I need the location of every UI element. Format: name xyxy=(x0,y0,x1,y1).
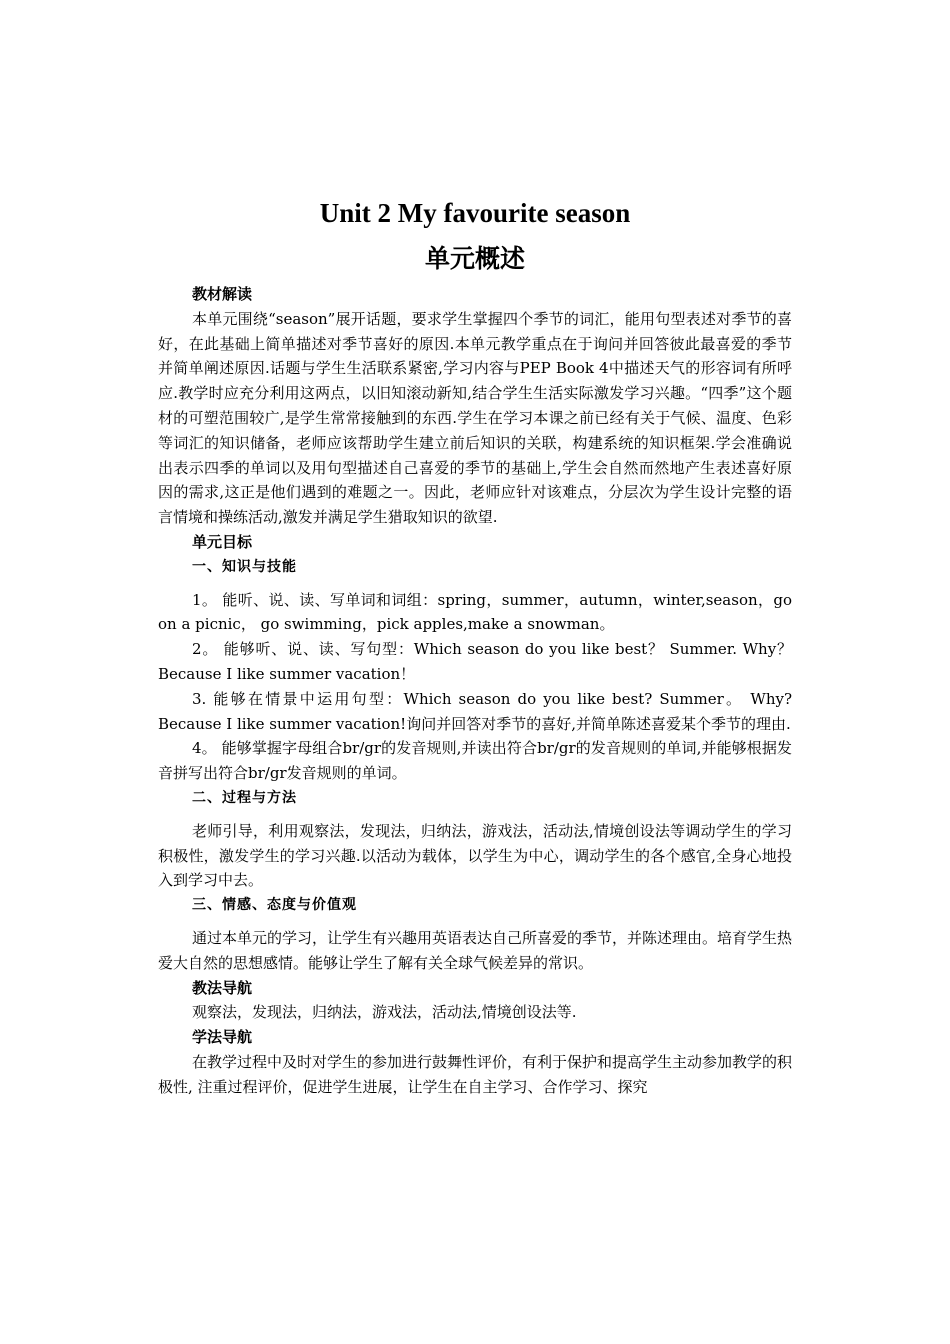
knowledge-skills-heading: 一、知识与技能 xyxy=(192,558,297,575)
teaching-methods-paragraph: 观察法，发现法，归纳法，游戏法，活动法,情境创设法等. xyxy=(192,1003,577,1022)
knowledge-item-4: 4。 能够掌握字母组合br/gr的发音规则,并读出符合br/gr的发音规则的单词,并能够根据发音拼写出符合br/gr发音规则的单词。 xyxy=(158,739,792,783)
material-heading: 教材解读 xyxy=(192,285,253,303)
knowledge-item-3: 3. 能够在情景中运用句型：Which season do you like best? Summer。 Why? Because I like summer vacation!询问并回答对季节的喜好,并简单陈述喜爱某个季节的理由. xyxy=(158,689,792,733)
knowledge-item-2: 2。 能够听、说、读、写句型：Which season do you like best？ Summer. Why？Because I like summer vacation！ xyxy=(158,640,792,683)
learning-methods-paragraph: 在教学过程中及时对学生的参加进行鼓舞性评价，有利于保护和提高学生主动参加教学的积极性, 注重过程评价，促进学生进展，让学生在自主学习、合作学习、探究 xyxy=(158,1052,793,1096)
process-paragraph: 老师引导，利用观察法，发现法，归纳法，游戏法，活动法,情境创设法等调动学生的学习积极性，激发学生的学习兴趣.以活动为载体，以学生为中心，调动学生的各个感官,全身心地投入到学习中去。 xyxy=(158,821,792,890)
document-content xyxy=(158,190,792,1100)
goals-heading: 单元目标 xyxy=(192,532,253,551)
knowledge-item-1: 1。 能听、说、读、写单词和词组：spring，summer，autumn，winter,season，go on a picnic， go swimming，pick apples,make a snowman。 xyxy=(158,590,792,634)
process-methods-heading: 二、过程与方法 xyxy=(192,789,297,806)
emotion-values-heading: 三、情感、态度与价值观 xyxy=(192,897,357,914)
material-paragraph: 本单元围绕“season”展开话题，要求学生掌握四个季节的词汇，能用句型表述对季节的喜好，在此基础上简单描述对季节喜好的原因.本单元教学重点在于询问并回答彼此最喜爱的季节并简单阐述原因.话题与学生生活联系紧密,学习内容与PEP Book 4中描述天气的形容词有所呼应.教学时应充分利用这两点，以旧知滚动新知,结合学生生活实际激发学习兴趣。“四季”这个题材的可塑范围较广,是学生常常接触到的东西.学生在学习本课之前已经有关于气候、温度、色彩等词汇的知识储备，老师应该帮助学生建立前后知识的关联，构建系统的知识框架.学会准确说出表示四季的单词以及用句型描述自己喜爱的季节的基础上,学生会自然而然地产生表述喜好原因的需求,这正是他们遇到的难题之一。因此，老师应针对该难点，分层次为学生设计完整的语言情境和操练活动,激发并满足学生猎取知识的欲望. xyxy=(158,309,792,527)
teaching-methods-heading: 教法导航 xyxy=(192,978,253,997)
unit-title: Unit 2 My favourite season xyxy=(319,198,631,228)
unit-overview-title: 单元概述 xyxy=(424,244,525,273)
learning-methods-heading: 学法导航 xyxy=(192,1028,253,1047)
emotion-paragraph: 通过本单元的学习，让学生有兴趣用英语表达自己所喜爱的季节，并陈述理由。培育学生热爱大自然的思想感情。能够让学生了解有关全球气候差异的常识。 xyxy=(158,928,793,972)
